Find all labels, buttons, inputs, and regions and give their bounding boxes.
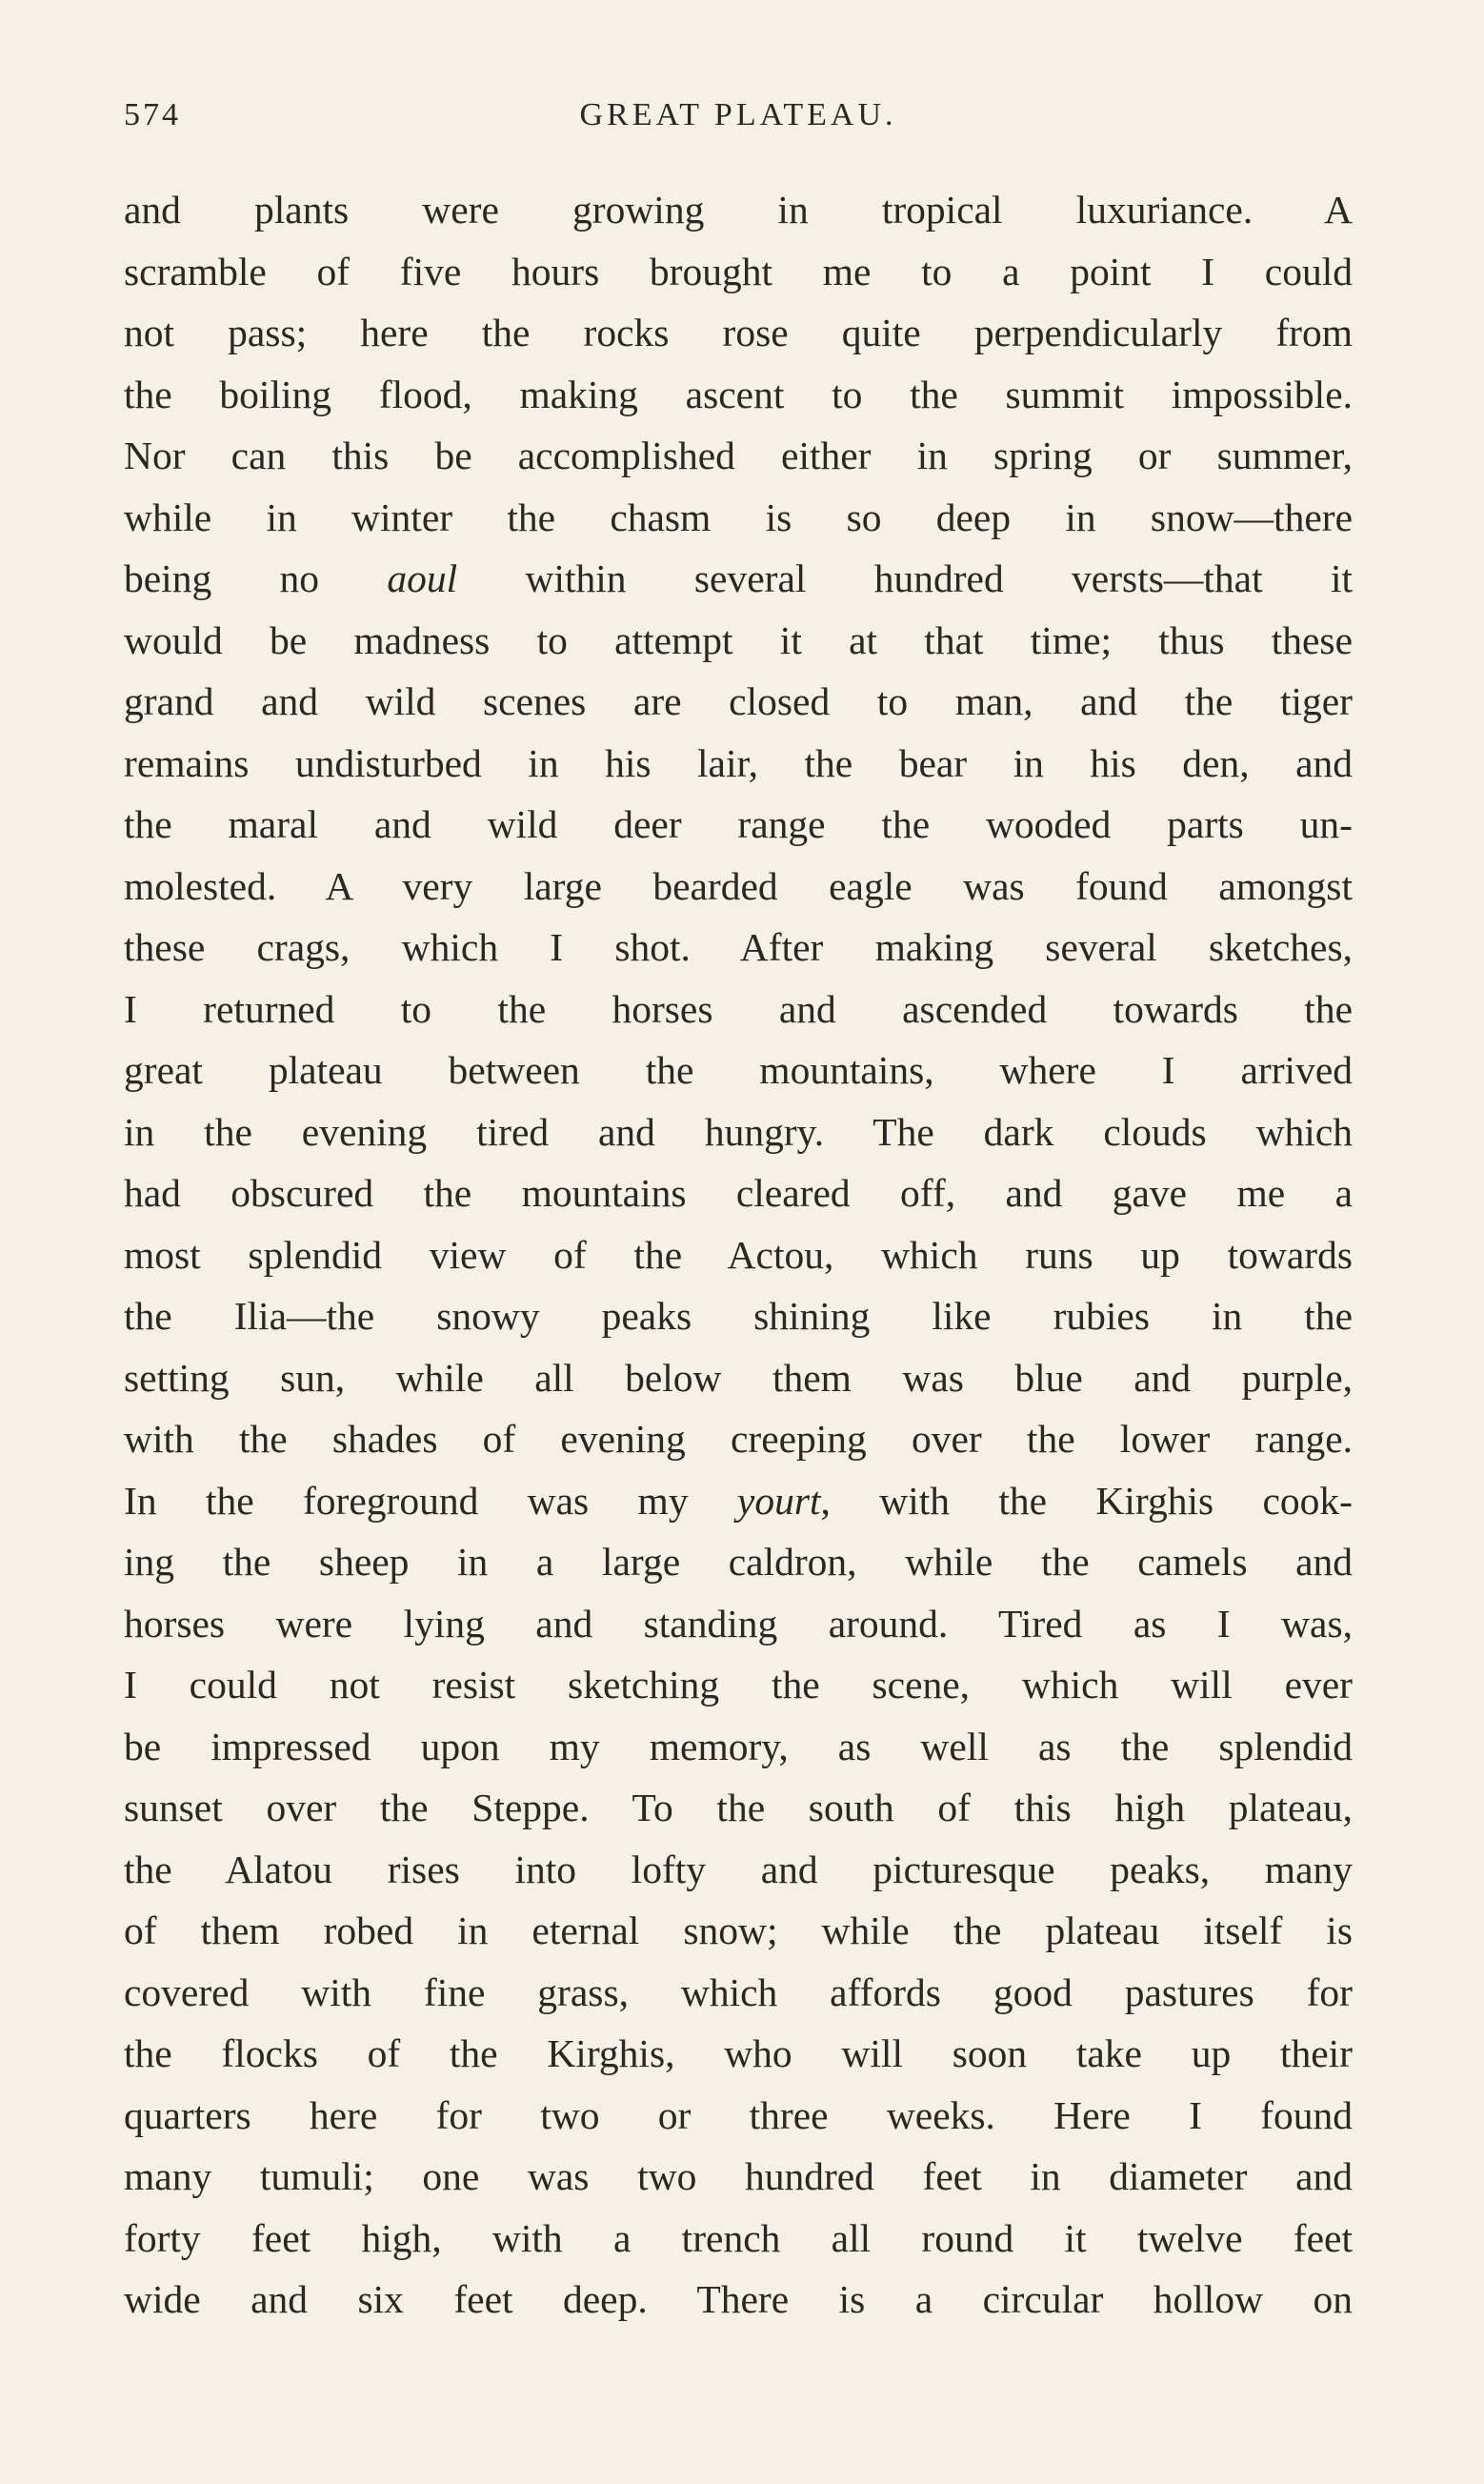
- line-text: the boiling flood, making ascent to the summit impossible.: [124, 372, 1353, 416]
- line-text: many tumuli; one was two hundred feet in diameter and: [124, 2154, 1353, 2198]
- text-line: [124, 487, 1353, 549]
- line-text: most splendid view of the Actou, which runs up towards: [124, 1232, 1353, 1277]
- running-head: [124, 97, 1353, 154]
- text-line: [124, 2208, 1353, 2270]
- text-line: [124, 1285, 1353, 1347]
- line-text: the Alatou rises into lofty and picturesque peaks, many: [124, 1847, 1353, 1891]
- text-line: [124, 856, 1353, 918]
- line-text: while in winter the chasm is so deep in snow—there: [124, 495, 1353, 539]
- line-text: forty feet high, with a trench all round it twelve feet: [124, 2215, 1353, 2260]
- line-text: covered with fine grass, which affords good pastures for: [124, 1969, 1353, 2014]
- text-line: [124, 1777, 1353, 1839]
- italic-word: yourt: [736, 1478, 821, 1523]
- text-line: [124, 364, 1353, 426]
- italic-word: aoul: [387, 556, 458, 600]
- line-text: horses were lying and standing around. Tired as I was,: [124, 1601, 1353, 1646]
- line-text-before: In the foreground was my: [124, 1478, 737, 1523]
- text-line: [124, 1962, 1353, 2024]
- page-number: 574: [124, 97, 181, 132]
- line-text: sunset over the Steppe. To the south of this high plateau,: [124, 1786, 1353, 1829]
- text-line: [124, 917, 1353, 979]
- text-line: [124, 1900, 1353, 1962]
- text-line: [124, 2269, 1353, 2331]
- text-line: [124, 1470, 1353, 1532]
- text-line: [124, 1224, 1353, 1286]
- line-text: wide and six feet deep. There is a circular hollow on: [124, 2277, 1353, 2321]
- line-text: the flocks of the Kirghis, who will soon take up their: [124, 2031, 1353, 2075]
- line-text: I returned to the horses and ascended towards the: [124, 986, 1353, 1031]
- line-text: grand and wild scenes are closed to man, and the tiger: [124, 679, 1353, 723]
- text-line: [124, 1839, 1353, 1901]
- line-text: and plants were growing in tropical luxuriance. A: [124, 188, 1353, 232]
- line-text: molested. A very large bearded eagle was found amongst: [124, 863, 1353, 908]
- text-line: [124, 979, 1353, 1040]
- text-line: [124, 2146, 1353, 2208]
- line-text: Nor can this be accomplished either in spring or summer,: [124, 434, 1353, 477]
- text-line: [124, 1408, 1353, 1470]
- text-line: [124, 1101, 1353, 1163]
- line-text: in the evening tired and hungry. The dark clouds which: [124, 1109, 1353, 1154]
- text-line: [124, 610, 1353, 672]
- line-text-after: within several hundred versts—that it: [457, 556, 1353, 600]
- running-title: GREAT PLATEAU.: [579, 97, 897, 132]
- line-text: the Ilia—the snowy peaks shining like rubies in the: [124, 1294, 1353, 1338]
- text-line: [124, 2085, 1353, 2147]
- line-text: be impressed upon my memory, as well as the splendid: [124, 1724, 1353, 1768]
- text-line: [124, 302, 1353, 364]
- text-line: [124, 1593, 1353, 1655]
- text-line: [124, 548, 1353, 610]
- text-line: [124, 179, 1353, 241]
- line-text: scramble of five hours brought me to a point I could: [124, 249, 1353, 293]
- text-line: [124, 1531, 1353, 1593]
- line-text: the maral and wild deer range the wooded parts un-: [124, 802, 1353, 846]
- line-text: quarters here for two or three weeks. Here I found: [124, 2092, 1353, 2137]
- line-text-after: , with the Kirghis cook-: [820, 1478, 1353, 1523]
- line-text: these crags, which I shot. After making several sketches,: [124, 925, 1353, 969]
- line-text: with the shades of evening creeping over the lower range.: [124, 1417, 1353, 1461]
- text-line: [124, 1040, 1353, 1101]
- text-line: [124, 733, 1353, 795]
- line-text: would be madness to attempt it at that time; thus these: [124, 617, 1353, 662]
- line-text: I could not resist sketching the scene, which will ever: [124, 1663, 1353, 1706]
- text-line: [124, 1654, 1353, 1716]
- line-text: of them robed in eternal snow; while the plateau itself is: [124, 1908, 1353, 1952]
- text-line: [124, 241, 1353, 303]
- text-line: [124, 425, 1353, 487]
- text-line: [124, 2023, 1353, 2085]
- text-line: [124, 1716, 1353, 1778]
- line-text: great plateau between the mountains, where I arrived: [124, 1048, 1353, 1092]
- line-text: ing the sheep in a large caldron, while the camels and: [124, 1540, 1353, 1584]
- line-text: remains undisturbed in his lair, the bear in his den, and: [124, 740, 1353, 785]
- body-text: [124, 179, 1353, 2331]
- line-text: [124, 556, 1353, 600]
- text-line: [124, 671, 1353, 733]
- line-text-before: being no: [124, 556, 388, 600]
- text-line: [124, 1347, 1353, 1409]
- line-text: not pass; here the rocks rose quite perpendicularly from: [124, 311, 1353, 354]
- line-text: [124, 1479, 1353, 1523]
- line-text: had obscured the mountains cleared off, and gave me a: [124, 1171, 1353, 1215]
- text-line: [124, 794, 1353, 856]
- text-line: [124, 1162, 1353, 1224]
- line-text: setting sun, while all below them was blue and purple,: [124, 1355, 1353, 1400]
